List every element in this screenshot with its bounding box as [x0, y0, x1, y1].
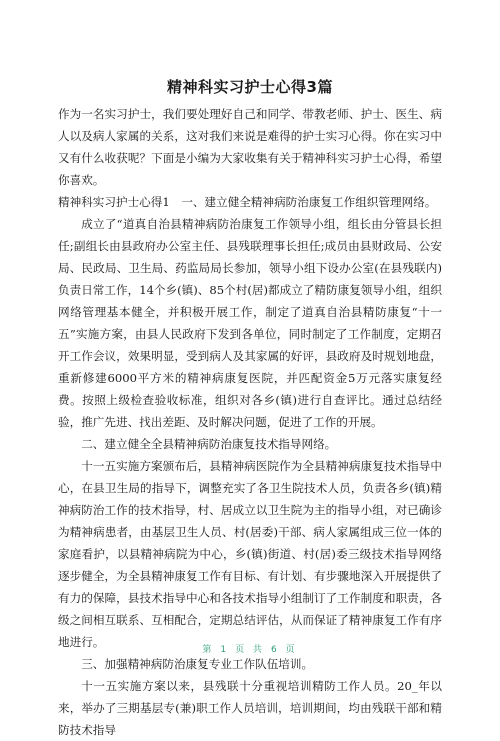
footer-prefix: 第 — [202, 645, 215, 655]
footer-total-pages: 6 — [270, 645, 280, 655]
section-one-paragraph: 成立了“道真自治县精神病防治康复工作领导小组，组长由分管县长担任;副组长由县政府办公室主任、县残联理事长担任;成员由县财政局、公安局、民政局、卫生局、药监局局长参加，领导小组下设办公室(在县残联内)负责日常工作，14个乡(镇)、85个村(居)都成立了精防康复领导小组，组织网络管理基本健全，并积极开展工作，制定了道真自治县精防康复“十一五”实施方案，由县人民政府下发到各单位，同时制定了工作制度，定期召开工作会议，效果明显，受到病人及其家属的好评，县政府及时规划地盘，重新修建6000平方米的精神病康复医院，并匹配资金5万元落实康复经费。按照上级检查验收标准，组织对各乡(镇)进行自查评比。通过总结经验，推广先进、找出差距、及时解决问题，促进了工作的开展。 — [58, 217, 442, 429]
section-three-paragraph: 十一五实施方案以来，县残联十分重视培训精防工作人员。20_年以来，举办了三期基层专(兼)职工作人员培训，培训期间，均由残联干部和精防技术指导 — [58, 679, 442, 737]
section-two-heading: 二、建立健全全县精神病防治康复技术指导网络。 — [81, 437, 337, 451]
document-title: 精神科实习护士心得3篇 — [167, 78, 333, 96]
section-three-heading: 三、加强精神病防治康复专业工作队伍培训。 — [81, 657, 314, 671]
intro-paragraph: 作为一名实习护士，我们要处理好自己和同学、带教老师、护士、医生、病人以及病人家属的关系，这对我们来说是难得的护士实习心得。你在实习中又有什么收获呢？下面是小编为大家收集有关于精神科实习护士心得，希望你喜欢。 — [58, 107, 442, 187]
section-one-heading: 精神科实习护士心得1 一、建立健全精神病防治康复工作组织管理网络。 — [58, 195, 437, 209]
footer-current-page: 1 — [220, 645, 230, 655]
page-footer — [0, 642, 500, 655]
footer-mid: 页 共 — [235, 645, 265, 655]
section-two-paragraph: 十一五实施方案颁布后，县精神病医院作为全县精神病康复技术指导中心，在县卫生局的指导下，调整充实了各卫生院技术人员，负责各乡(镇)精神病防治工作的技术指导，村、居成立以卫生院为主的指导小组，对已确诊为精神病患者，由基层卫生人员、村(居委)干部、病人家属组成三位一体的家庭看护，以县精神病院为中心，乡(镇)街道、村(居)委三级技术指导网络逐步健全，为全县精神康复工作有目标、有计划、有步骤地深入开展提供了有力的保障，县技术指导中心和各技术指导小组制订了工作制度和职责，各级之间相互联系、互相配合，定期总结评估，从而保证了精神康复工作有序地进行。 — [58, 459, 442, 649]
footer-suffix: 页 — [285, 645, 298, 655]
